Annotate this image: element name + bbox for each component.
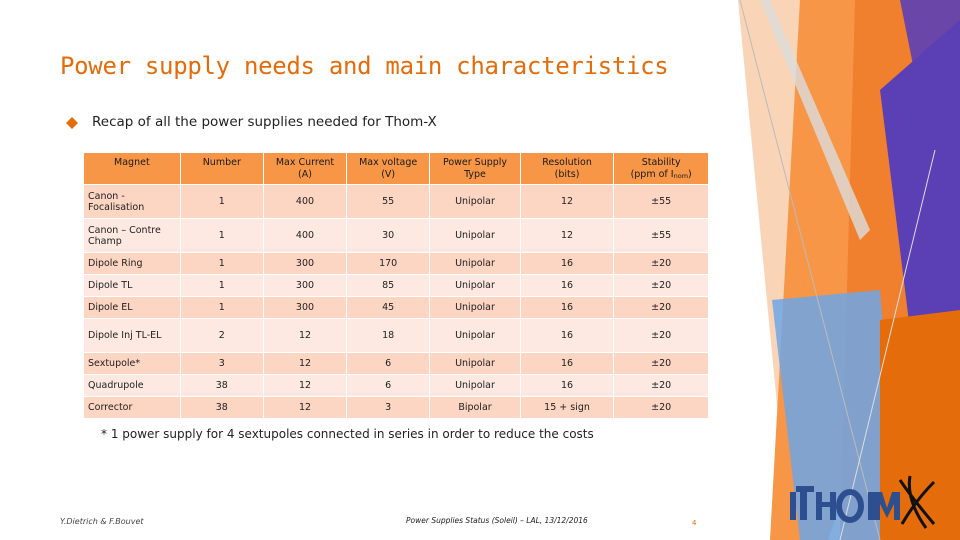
page-number: 4 <box>692 519 697 527</box>
subtitle: Recap of all the power supplies needed for Thom-X <box>92 114 437 130</box>
footnote: * 1 power supply for 4 sextupoles connected in series in order to reduce the costs <box>101 427 594 441</box>
table-row: Dipole Inj TL-EL 2 12 18 Unipolar 16 ±20 <box>84 319 709 353</box>
footer-event: Power Supplies Status (Soleil) – LAL, 13/12/2016 <box>406 516 588 525</box>
header-ps-type: Power Supply Type <box>430 153 520 185</box>
footer-authors: Y.Dietrich & F.Bouvet <box>60 517 144 526</box>
table-row: Canon - Focalisation 1 400 55 Unipolar 12 ±55 <box>84 185 709 219</box>
table-row: Corrector 38 12 3 Bipolar 15 + sign ±20 <box>84 397 709 419</box>
table-row: Quadrupole 38 12 6 Unipolar 16 ±20 <box>84 375 709 397</box>
table-header-row <box>84 153 709 185</box>
table-row: Canon – Contre Champ 1 400 30 Unipolar 12 ±55 <box>84 219 709 253</box>
table-row: Sextupole* 3 12 6 Unipolar 16 ±20 <box>84 353 709 375</box>
header-resolution: Resolution (bits) <box>520 153 614 185</box>
header-magnet: Magnet <box>84 153 181 185</box>
header-max-voltage: Max voltage (V) <box>347 153 430 185</box>
table-row: Dipole Ring 1 300 170 Unipolar 16 ±20 <box>84 253 709 275</box>
table-row: Dipole TL 1 300 85 Unipolar 16 ±20 <box>84 275 709 297</box>
diamond-bullet-icon <box>66 117 78 129</box>
slide-title: Power supply needs and main characteristics <box>60 52 669 80</box>
table-row: Dipole EL 1 300 45 Unipolar 16 ±20 <box>84 297 709 319</box>
header-max-current: Max Current (A) <box>263 153 346 185</box>
header-stability: Stability (ppm of Inom) <box>614 153 709 185</box>
power-supply-table <box>83 152 709 419</box>
thomx-logo <box>788 472 938 532</box>
header-number: Number <box>180 153 263 185</box>
